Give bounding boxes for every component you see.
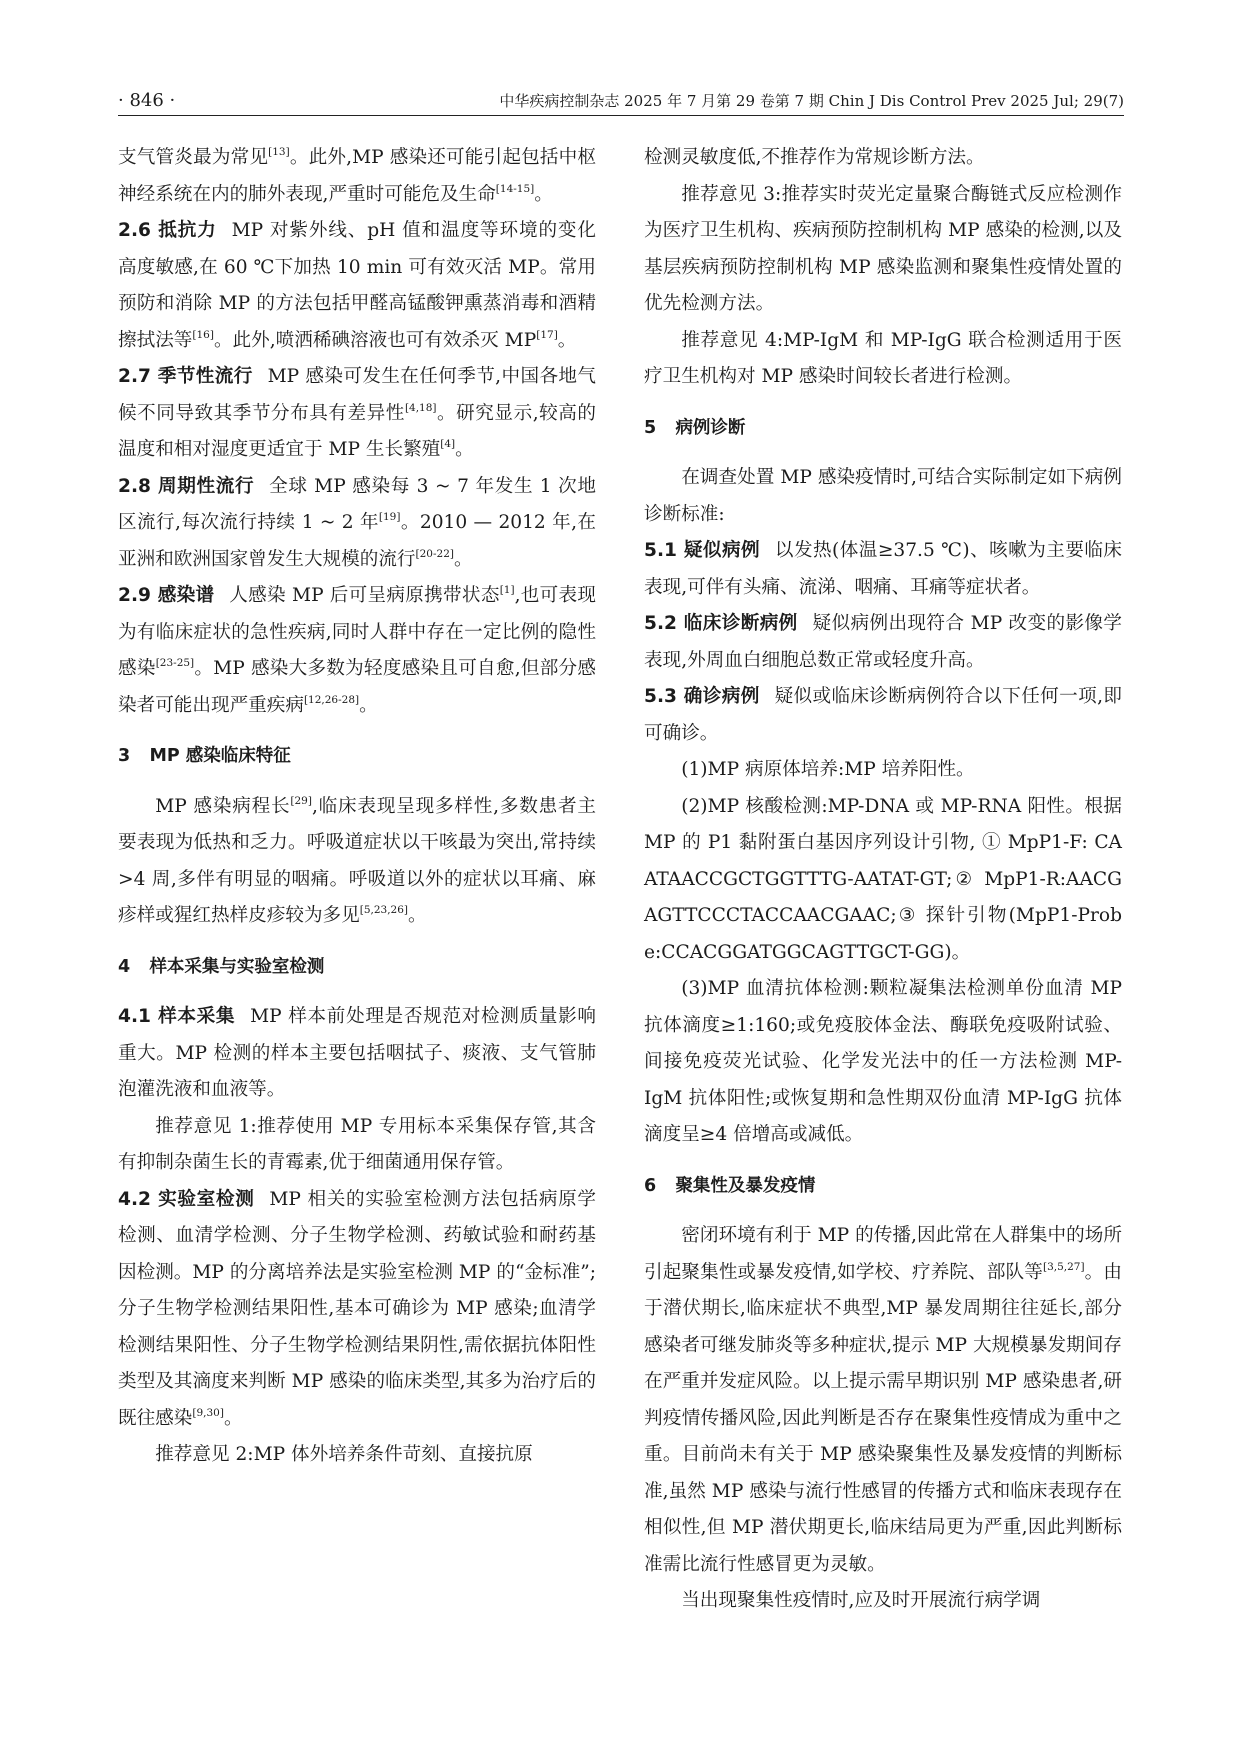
citation: [14-15]	[495, 182, 535, 195]
section-heading-6: 6 聚集性及暴发疫情	[644, 1175, 816, 1196]
section-2-7: 2.7 季节性流行 MP 感染可发生在任何季节,中国各地气候不同导致其季节分布具有差异性[4,18]。研究显示,较高的温度和相对湿度更适宜于 MP 生长繁殖[4]。	[118, 366, 596, 460]
citation: [16]	[192, 328, 214, 341]
section-4-1: 4.1 样本采集 MP 样本前处理是否规范对检测质量影响重大。MP 检测的样本主要包括咽拭子、痰液、支气管肺泡灌洗液和血液等。	[118, 1006, 596, 1100]
paragraph: 当出现聚集性疫情时,应及时开展流行病学调	[681, 1590, 1041, 1611]
section-2-6: 2.6 抵抗力 MP 对紫外线、pH 值和温度等环境的变化高度敏感,在 60 ℃下加热 10 min 可有效灭活 MP。常用预防和消除 MP 的方法包括甲醛高锰酸钾熏蒸消毒和酒精擦拭法等[16]。此外,喷洒稀碘溶液也可有效杀灭 MP[17]。	[118, 220, 596, 351]
paragraph: 支气管炎最为常见[13]。此外,MP 感染还可能引起包括中枢神经系统在内的肺外表现,严重时可能危及生命[14-15]。	[118, 146, 596, 205]
subsection-heading: 2.7 季节性流行	[118, 366, 253, 387]
citation: [19]	[378, 511, 401, 524]
citation: [4]	[440, 438, 456, 451]
subsection-heading: 5.2 临床诊断病例	[644, 613, 798, 634]
citation: [13]	[268, 146, 290, 159]
paragraph: MP 感染病程长[29],临床表现呈现多样性,多数患者主要表现为低热和乏力。呼吸道症状以干咳最为突出,常持续>4 周,多伴有明显的咽痛。呼吸道以外的症状以耳痛、麻疹样或猩红热样皮疹较为多见[5,23,26]。	[118, 794, 596, 926]
subsection-heading: 4.1 样本采集	[118, 1006, 236, 1027]
criterion-2: (2)MP 核酸检测:MP-DNA 或 MP-RNA 阳性。根据 MP 的 P1 黏附蛋白基因序列设计引物, ① MpP1-F: CAATAACCGCTGGTTTG-AATAT-GT;② MpP1-R:AACGAGTTCCCTACCAACGAAC;③ 探针引物(MpP1-Probe:CCACGGATGGCAGTTGCT-GG)。	[644, 795, 1122, 963]
citation: [1]	[499, 584, 515, 597]
running-header	[118, 86, 1124, 116]
header-rule	[118, 115, 1124, 116]
journal-citation: 中华疾病控制杂志 2025 年 7 月第 29 卷第 7 期 Chin J Dis Control Prev 2025 Jul; 29(7)	[499, 92, 1124, 110]
paragraph: 密闭环境有利于 MP 的传播,因此常在人群集中的场所引起聚集性或暴发疫情,如学校、疗养院、部队等[3,5,27]。由于潜伏期长,临床症状不典型,MP 暴发周期往往延长,部分感染者可继发肺炎等多种症状,提示 MP 大规模暴发期间存在严重并发症风险。以上提示需早期识别 MP 感染患者,研判疫情传播风险,因此判断是否存在聚集性疫情成为重中之重。目前尚未有关于 MP 感染聚集性及暴发疫情的判断标准,虽然 MP 感染与流行性感冒的传播方式和临床表现存在相似性,但 MP 潜伏期更长,临床结局更为严重,因此判断标准需比流行性感冒更为灵敏。	[644, 1225, 1122, 1575]
criterion-1: (1)MP 病原体培养:MP 培养阳性。	[681, 759, 975, 780]
subsection-heading: 2.6 抵抗力	[118, 220, 217, 241]
subsection-heading: 4.2 实验室检测	[118, 1188, 255, 1210]
right-column	[644, 140, 1122, 1620]
subsection-heading: 5.3 确诊病例	[644, 686, 760, 707]
section-5-1: 5.1 疑似病例 以发热(体温≥37.5 ℃)、咳嗽为主要临床表现,可伴有头痛、流涕、咽痛、耳痛等症状者。	[644, 540, 1122, 598]
citation: [20-22]	[415, 547, 454, 560]
subsection-heading: 2.8 周期性流行	[118, 475, 255, 497]
section-heading-4: 4 样本采集与实验室检测	[118, 956, 325, 977]
citation: [3,5,27]	[1042, 1260, 1085, 1273]
left-column	[118, 140, 596, 1474]
criterion-3: (3)MP 血清抗体检测:颗粒凝集法检测单份血清 MP 抗体滴度≥1:160;或免疫胶体金法、酶联免疫吸附试验、间接免疫荧光试验、化学发光法中的任一方法检测 MP-IgM 抗体阳性;或恢复期和急性期双份血清 MP-IgG 抗体滴度呈≥4 倍增高或减低。	[644, 978, 1122, 1145]
section-5-3: 5.3 确诊病例 疑似或临床诊断病例符合以下任何一项,即可确诊。	[644, 686, 1122, 744]
section-2-9: 2.9 感染谱 人感染 MP 后可呈病原携带状态[1],也可表现为有临床症状的急性疾病,同时人群中存在一定比例的隐性感染[23-25]。MP 感染大多数为轻度感染且可自愈,但部分感染者可能出现严重疾病[12,26-28]。	[118, 584, 597, 716]
subsection-heading: 5.1 疑似病例	[644, 540, 761, 561]
citation: [12,26-28]	[303, 693, 360, 706]
citation: [9,30]	[192, 1406, 224, 1419]
recommendation-1: 推荐意见 1:推荐使用 MP 专用标本采集保存管,其含有抑制杂菌生长的青霉素,优于细菌通用保存管。	[118, 1115, 596, 1173]
citation: [29]	[290, 794, 312, 807]
citation: [17]	[536, 328, 558, 341]
recommendation-3: 推荐意见 3:推荐实时荧光定量聚合酶链式反应检测作为医疗卫生机构、疾病预防控制机构 MP 感染的检测,以及基层疾病预防控制机构 MP 感染监测和聚集性疫情处置的优先检测方法。	[644, 183, 1122, 314]
paragraph: 在调查处置 MP 感染疫情时,可结合实际制定如下病例诊断标准:	[644, 467, 1122, 525]
subsection-heading: 2.9 感染谱	[118, 585, 215, 606]
citation: [5,23,26]	[359, 904, 409, 917]
section-heading-3: 3 MP 感染临床特征	[118, 746, 291, 766]
section-5-2: 5.2 临床诊断病例 疑似病例出现符合 MP 改变的影像学表现,外周血白细胞总数正常或轻度升高。	[644, 613, 1122, 671]
citation: [4,18]	[404, 401, 437, 414]
citation: [23-25]	[155, 657, 195, 670]
page-number: · 846 ·	[118, 90, 176, 111]
recommendation-2: 推荐意见 2:MP 体外培养条件苛刻、直接抗原	[155, 1444, 533, 1465]
section-4-2: 4.2 实验室检测 MP 相关的实验室检测方法包括病原学检测、血清学检测、分子生物学检测、药敏试验和耐药基因检测。MP 的分离培养法是实验室检测 MP 的“金标准”;分子生物学检测结果阳性,基本可确诊为 MP 感染;血清学检测结果阳性、分子生物学检测结果阴性,需依据抗体阳性类型及其滴度来判断 MP 感染的临床类型,其多为治疗后的既往感染[9,30]。	[118, 1188, 596, 1429]
section-heading-5: 5 病例诊断	[644, 417, 746, 438]
paragraph: 检测灵敏度低,不推荐作为常规诊断方法。	[644, 147, 985, 168]
recommendation-4: 推荐意见 4:MP-IgM 和 MP-IgG 联合检测适用于医疗卫生机构对 MP 感染时间较长者进行检测。	[644, 329, 1122, 387]
section-2-8: 2.8 周期性流行 全球 MP 感染每 3 ~ 7 年发生 1 次地区流行,每次流行持续 1 ~ 2 年[19]。2010 — 2012 年,在亚洲和欧洲国家曾发生大规模的流行[20-22]。	[118, 475, 597, 570]
